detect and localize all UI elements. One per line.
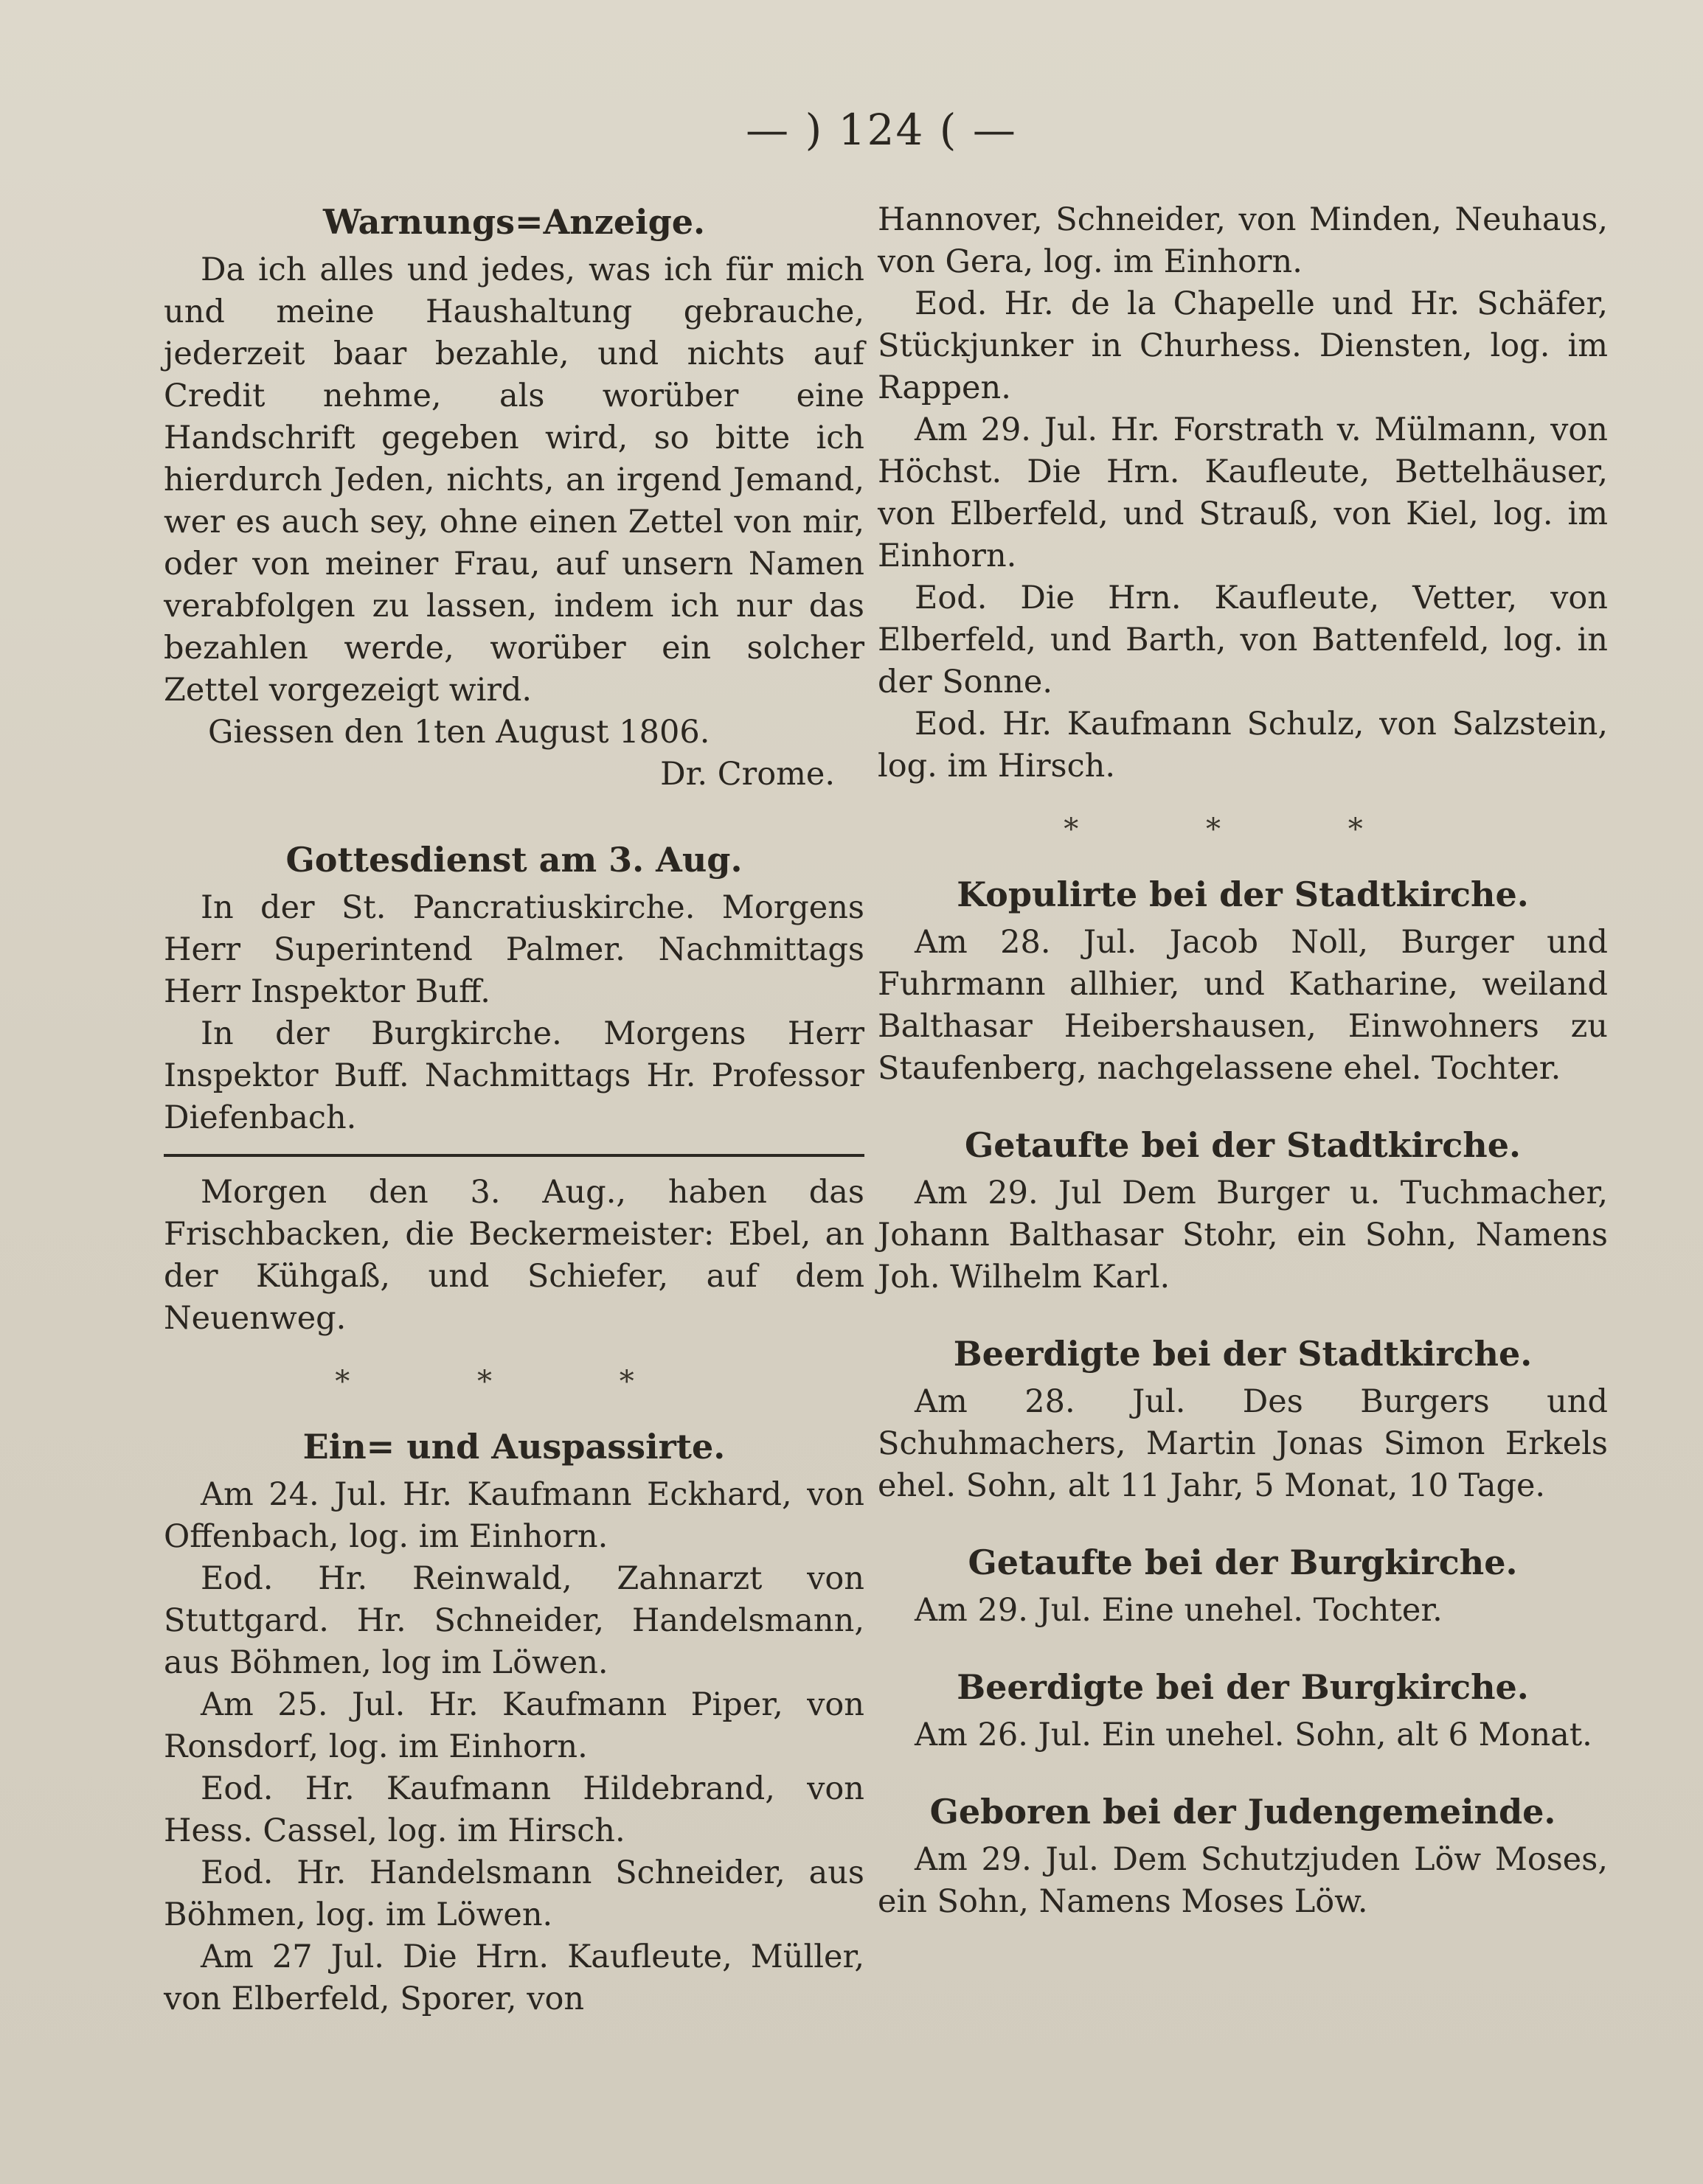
travellers-entry: Eod. Hr. Kaufmann Hildebrand, von Hess. Cassel, log. im Hirsch. xyxy=(164,1770,864,1849)
warning-body: Da ich alles und jedes, was ich für mich und meine Haushaltung gebrauche, jederzeit baar bezahle, und nichts auf Credit nehme, als worüber eine Handschrift gegeben wird, so bitte ich hierdurch Jeden, nichts, an irgend Jemand, wer es auch sey, ohne einen Zettel von mir, oder von meiner Frau, auf unsern Namen verabfolgen zu lassen, indem ich nur das bezahlen werde, worüber ein solcher Zettel vorgezeigt wird. xyxy=(164,251,864,709)
travellers-entry: Am 27 Jul. Die Hrn. Kaufleute, Müller, von Elberfeld, Sporer, von xyxy=(164,1938,864,2017)
page-number: — ) 124 ( — xyxy=(746,105,1017,155)
buried-city-heading: Beerdigte bei der Stadtkirche. xyxy=(953,1334,1533,1374)
buried-city-entry: Am 28. Jul. Des Burgers und Schuhmachers, Martin Jonas Simon Erkels ehel. Sohn, alt 11 Jahr, 5 Monat, 10 Tage. xyxy=(878,1383,1608,1504)
travellers-entry: Eod. Hr. Reinwald, Zahnarzt von Stuttgard. Hr. Schneider, Handelsmann, aus Böhmen, log im Löwen. xyxy=(164,1560,864,1681)
travellers-entry: Eod. Hr. Handelsmann Schneider, aus Böhmen, log. im Löwen. xyxy=(164,1854,864,1933)
buried-city-section xyxy=(878,1331,1608,1507)
section-divider xyxy=(164,1154,864,1157)
travellers-section xyxy=(164,1424,864,2020)
right-column xyxy=(878,199,1608,1923)
church-service-section xyxy=(164,837,864,1139)
buried-castle-section xyxy=(878,1664,1608,1756)
travellers-entry: Hannover, Schneider, von Minden, Neuhaus, von Gera, log. im Einhorn. xyxy=(878,201,1608,280)
bakers-notice: Morgen den 3. Aug., haben das Frischbacken, die Beckermeister: Ebel, an der Kühgaß, und Schiefer, auf dem Neuenweg. xyxy=(164,1174,864,1337)
travellers-entry: Am 25. Jul. Hr. Kaufmann Piper, von Ronsdorf, log. im Einhorn. xyxy=(164,1686,864,1765)
baptized-city-heading: Getaufte bei der Stadtkirche. xyxy=(965,1125,1521,1165)
ornament-divider: * * * xyxy=(335,1365,693,1399)
born-jewish-entry: Am 29. Jul. Dem Schutzjuden Löw Moses, ein Sohn, Namens Moses Löw. xyxy=(878,1841,1608,1920)
baptized-castle-section xyxy=(878,1540,1608,1632)
baptized-castle-heading: Getaufte bei der Burgkirche. xyxy=(968,1543,1518,1582)
left-column xyxy=(164,199,864,2020)
travellers-entry: Am 24. Jul. Hr. Kaufmann Eckhard, von Offenbach, log. im Einhorn. xyxy=(164,1476,864,1555)
service-burgkirche: In der Burgkirche. Morgens Herr Inspektor Buff. Nachmittags Hr. Professor Diefenbach. xyxy=(164,1015,864,1136)
married-heading: Kopulirte bei der Stadtkirche. xyxy=(957,874,1529,914)
ornament-divider: * * * xyxy=(1064,813,1422,846)
buried-castle-entry: Am 26. Jul. Ein unehel. Sohn, alt 6 Monat. xyxy=(915,1717,1592,1753)
baptized-city-entry: Am 29. Jul Dem Burger u. Tuchmacher, Johann Balthasar Stohr, ein Sohn, Namens Joh. Wilhelm Karl. xyxy=(878,1175,1608,1296)
warning-heading: Warnungs=Anzeige. xyxy=(322,202,706,242)
baptized-castle-entry: Am 29. Jul. Eine unehel. Tochter. xyxy=(915,1592,1443,1629)
warning-signature: Dr. Crome. xyxy=(660,756,835,793)
travellers-entry: Eod. Hr. Kaufmann Schulz, von Salzstein, log. im Hirsch. xyxy=(878,706,1608,785)
born-jewish-section xyxy=(878,1789,1608,1923)
warning-notice xyxy=(164,199,864,796)
service-pancratius: In der St. Pancratiuskirche. Morgens Herr Superintend Palmer. Nachmittags Herr Inspektor Buff. xyxy=(164,889,864,1010)
service-heading: Gottesdienst am 3. Aug. xyxy=(285,840,743,880)
travellers-entry: Eod. Hr. de la Chapelle und Hr. Schäfer, Stückjunker in Churhess. Diensten, log. im Rappen. xyxy=(878,285,1608,406)
travellers-continued xyxy=(878,199,1608,787)
married-entry: Am 28. Jul. Jacob Noll, Burger und Fuhrmann allhier, und Katharine, weiland Balthasar Heibershausen, Einwohners zu Staufenberg, nachgelassene ehel. Tochter. xyxy=(878,924,1608,1087)
married-section xyxy=(878,872,1608,1090)
travellers-entry: Eod. Die Hrn. Kaufleute, Vetter, von Elberfeld, und Barth, von Battenfeld, log. in der Sonne. xyxy=(878,580,1608,700)
born-jewish-heading: Geboren bei der Judengemeinde. xyxy=(929,1792,1556,1832)
travellers-heading: Ein= und Auspassirte. xyxy=(302,1427,726,1467)
warning-date: Giessen den 1ten August 1806. xyxy=(208,714,710,751)
buried-castle-heading: Beerdigte bei der Burgkirche. xyxy=(957,1667,1529,1707)
baptized-city-section xyxy=(878,1122,1608,1298)
travellers-entry: Am 29. Jul. Hr. Forstrath v. Mülmann, von Höchst. Die Hrn. Kaufleute, Bettelhäuser, von Elberfeld, und Strauß, von Kiel, log. im Einhorn. xyxy=(878,411,1608,574)
